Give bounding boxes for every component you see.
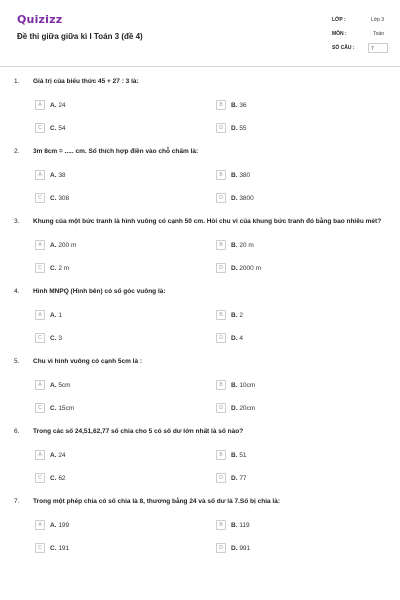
answer-text: 4	[239, 335, 243, 342]
answer-text: 199	[58, 522, 70, 529]
answer-label	[50, 312, 62, 319]
answer-label	[50, 405, 74, 412]
answer-checkbox[interactable]: A	[35, 310, 45, 320]
question-6	[0, 428, 400, 488]
answer-text: 10cm	[239, 382, 256, 389]
meta-class-value: Lớp 3	[370, 17, 384, 23]
question-number: 5.	[14, 358, 20, 365]
answer-checkbox[interactable]: C	[35, 123, 45, 133]
answer-key: C.	[50, 545, 57, 552]
answer-checkbox[interactable]: C	[35, 193, 45, 203]
answer-label	[50, 522, 69, 529]
answer-checkbox[interactable]: B	[216, 380, 226, 390]
answer-key: C.	[50, 265, 57, 272]
answer-checkbox[interactable]: C	[35, 543, 45, 553]
meta-class-row	[332, 14, 388, 28]
answer-label	[231, 522, 250, 529]
meta-count-value: 7	[368, 43, 388, 53]
answer-key: A.	[50, 312, 57, 319]
worksheet-title: Đề thi giữa giữa kì I Toán 3 (đề 4)	[17, 32, 143, 41]
answer-label	[50, 265, 69, 272]
answer-label	[50, 195, 69, 202]
answer-text: 991	[239, 545, 251, 552]
meta-subject-row	[332, 28, 388, 42]
answer-label	[50, 475, 66, 482]
question-1	[0, 78, 400, 138]
answer-key: D.	[231, 335, 238, 342]
answer-key: D.	[231, 125, 238, 132]
answer-label	[231, 452, 247, 459]
question-4	[0, 288, 400, 348]
answer-text: 2	[239, 312, 243, 319]
meta-subject-label: MÔN :	[332, 31, 347, 37]
answer-text: 62	[58, 475, 66, 482]
answer-label	[231, 475, 247, 482]
answer-key: B.	[231, 312, 238, 319]
answer-text: 200 m	[58, 242, 77, 249]
answer-label	[231, 242, 254, 249]
answer-text: 15cm	[58, 405, 75, 412]
answer-checkbox[interactable]: D	[216, 543, 226, 553]
answer-key: A.	[50, 382, 57, 389]
answer-text: 38	[58, 172, 66, 179]
answer-key: C.	[50, 335, 57, 342]
answer-key: C.	[50, 195, 57, 202]
worksheet-header	[0, 0, 400, 66]
answer-label	[50, 452, 66, 459]
answer-checkbox[interactable]: B	[216, 170, 226, 180]
answer-checkbox[interactable]: A	[35, 170, 45, 180]
answer-key: D.	[231, 265, 238, 272]
answer-label	[231, 265, 261, 272]
answer-key: C.	[50, 405, 57, 412]
answer-text: 191	[58, 545, 70, 552]
question-2	[0, 148, 400, 208]
answer-key: A.	[50, 452, 57, 459]
question-number: 3.	[14, 218, 20, 225]
question-text: Trong các số 24,51,62,77 số chia cho 5 có số dư lớn nhất là số nào?	[33, 428, 244, 435]
answer-key: A.	[50, 242, 57, 249]
answer-key: B.	[231, 382, 238, 389]
question-text: Giá trị của biểu thức 45 + 27 : 3 là:	[33, 78, 139, 85]
question-number: 4.	[14, 288, 20, 295]
answer-key: D.	[231, 475, 238, 482]
answer-text: 77	[239, 475, 247, 482]
answer-checkbox[interactable]: C	[35, 333, 45, 343]
answer-checkbox[interactable]: A	[35, 520, 45, 530]
answer-checkbox[interactable]: D	[216, 403, 226, 413]
answer-label	[50, 102, 66, 109]
question-number: 7.	[14, 498, 20, 505]
answer-key: A.	[50, 102, 57, 109]
answer-checkbox[interactable]: C	[35, 473, 45, 483]
question-number: 1.	[14, 78, 20, 85]
worksheet-meta	[332, 14, 388, 56]
answer-checkbox[interactable]: C	[35, 263, 45, 273]
meta-count-row	[332, 42, 388, 56]
meta-subject-value: Toán	[373, 31, 384, 37]
answer-label	[50, 545, 69, 552]
answer-text: 24	[58, 452, 66, 459]
answer-text: 20 m	[239, 242, 254, 249]
answer-checkbox[interactable]: A	[35, 240, 45, 250]
answer-text: 55	[239, 125, 247, 132]
answer-label	[50, 335, 62, 342]
answer-checkbox[interactable]: D	[216, 263, 226, 273]
answer-text: 20cm	[239, 405, 256, 412]
answer-text: 308	[58, 195, 70, 202]
question-text: Trong một phép chia có số chia là 8, thương bằng 24 và số dư là 7.Số bị chia là:	[33, 498, 280, 505]
answer-key: B.	[231, 102, 238, 109]
answer-label	[50, 125, 66, 132]
answer-checkbox[interactable]: A	[35, 380, 45, 390]
question-3	[0, 218, 400, 278]
header-divider	[0, 66, 400, 67]
answer-text: 54	[58, 125, 66, 132]
answer-label	[231, 125, 247, 132]
answer-label	[231, 312, 243, 319]
answer-text: 119	[239, 522, 250, 529]
answer-text: 3800	[239, 195, 254, 202]
answer-label	[231, 405, 255, 412]
answer-text: 5cm	[58, 382, 71, 389]
answer-label	[231, 545, 250, 552]
answer-checkbox[interactable]: B	[216, 450, 226, 460]
answer-text: 24	[58, 102, 66, 109]
answer-label	[50, 382, 71, 389]
answer-key: B.	[231, 522, 238, 529]
question-text: Chu vi hình vuông có cạnh 5cm là :	[33, 358, 143, 365]
answer-text: 2000 m	[239, 265, 261, 272]
answer-key: D.	[231, 545, 238, 552]
answer-checkbox[interactable]: D	[216, 193, 226, 203]
answer-key: C.	[50, 475, 57, 482]
quizizz-logo: Quizizz	[17, 13, 63, 26]
answer-checkbox[interactable]: D	[216, 333, 226, 343]
answer-text: 1	[58, 312, 62, 319]
answer-text: 2 m	[58, 265, 70, 272]
answer-label	[231, 195, 254, 202]
answer-text: 380	[239, 172, 251, 179]
answer-checkbox[interactable]: A	[35, 100, 45, 110]
answer-label	[231, 102, 247, 109]
answer-checkbox[interactable]: D	[216, 123, 226, 133]
answer-checkbox[interactable]: C	[35, 403, 45, 413]
question-text: Khung của một bức tranh là hình vuông có cạnh 50 cm. Hỏi chu vi của khung bức tranh đó bằng bao nhiêu mét?	[33, 218, 382, 225]
question-text: 3m 8cm = ..... cm. Số thích hợp điền vào chỗ chấm là:	[33, 148, 199, 155]
answer-key: C.	[50, 125, 57, 132]
answer-key: B.	[231, 452, 238, 459]
meta-class-label: LỚP :	[332, 17, 346, 23]
answer-key: A.	[50, 522, 57, 529]
answer-key: A.	[50, 172, 57, 179]
answer-label	[231, 172, 250, 179]
meta-count-label: SỐ CÂU :	[332, 45, 355, 51]
answer-checkbox[interactable]: B	[216, 240, 226, 250]
question-text: Hình MNPQ (Hình bên) có số góc vuông là:	[33, 288, 166, 295]
question-5	[0, 358, 400, 418]
answer-checkbox[interactable]: B	[216, 520, 226, 530]
answer-text: 36	[239, 102, 247, 109]
question-7	[0, 498, 400, 558]
answer-key: B.	[231, 242, 238, 249]
answer-checkbox[interactable]: D	[216, 473, 226, 483]
answer-label	[231, 335, 243, 342]
answer-label	[50, 242, 76, 249]
answer-text: 51	[239, 452, 247, 459]
answer-label	[231, 382, 255, 389]
answer-key: D.	[231, 195, 238, 202]
answer-key: D.	[231, 405, 238, 412]
answer-checkbox[interactable]: A	[35, 450, 45, 460]
answer-text: 3	[58, 335, 62, 342]
answer-checkbox[interactable]: B	[216, 100, 226, 110]
answer-label	[50, 172, 66, 179]
answer-key: B.	[231, 172, 238, 179]
answer-checkbox[interactable]: B	[216, 310, 226, 320]
question-number: 6.	[14, 428, 20, 435]
question-number: 2.	[14, 148, 20, 155]
